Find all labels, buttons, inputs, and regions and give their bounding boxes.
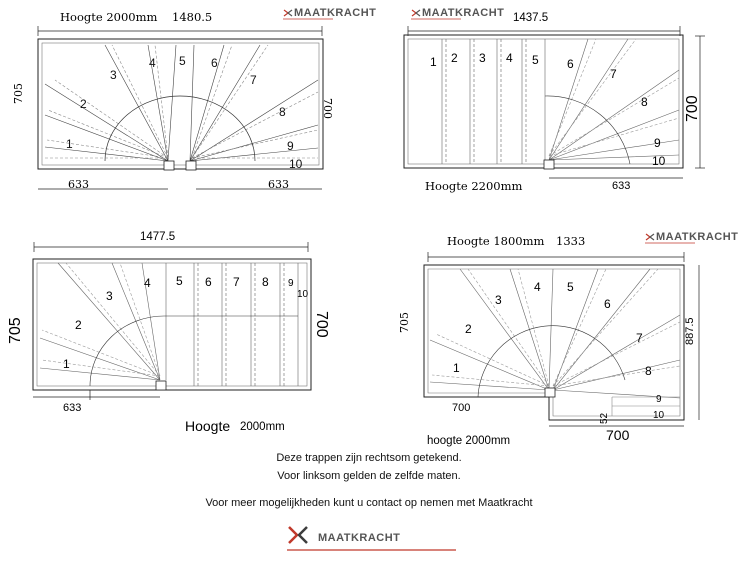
d2-step-10: 10	[652, 154, 666, 168]
d4-step-3: 3	[495, 293, 502, 307]
d2-step-8: 8	[641, 95, 648, 109]
d3-step-3: 3	[106, 289, 113, 303]
d1-step-1: 1	[66, 137, 73, 151]
d4-step-7: 7	[636, 331, 643, 345]
d3-step-9: 9	[288, 278, 294, 289]
d1-step-6: 6	[211, 56, 218, 70]
d3-right-dim: 700	[313, 311, 330, 338]
d3-step-5: 5	[176, 274, 183, 288]
d2-step-6: 6	[567, 57, 574, 71]
d1-step-3: 3	[110, 68, 117, 82]
drawing-3-height-value: 2000mm	[240, 421, 285, 433]
drawing-1-height: Hoogte 2000mm	[60, 10, 158, 24]
drawing-4-top-width: 1333	[556, 234, 586, 248]
d3-bottom-left: 633	[63, 402, 82, 414]
drawing-4	[398, 231, 738, 447]
d1-bottom-right: 633	[268, 178, 289, 191]
drawing-2-logo	[411, 7, 504, 19]
drawing-2-height: Hoogte 2200mm	[425, 179, 523, 193]
d4-step-8: 8	[645, 364, 652, 378]
d4-step-6: 6	[604, 297, 611, 311]
d4-left-dim: 705	[398, 312, 411, 333]
d4-small-dim: 52	[599, 412, 610, 424]
d1-step-10: 10	[289, 157, 303, 171]
d2-step-2: 2	[451, 51, 458, 65]
d1-step-4: 4	[149, 56, 156, 70]
d3-step-6: 6	[205, 275, 212, 289]
drawing-4-height: Hoogte 1800mm	[447, 234, 545, 248]
logo-text: MAATKRACHT	[318, 532, 401, 544]
d2-step-4: 4	[506, 51, 513, 65]
d1-step-8: 8	[279, 105, 286, 119]
drawing-3-height: Hoogte	[185, 418, 231, 434]
d1-left-dim: 705	[12, 83, 25, 104]
d2-step-5: 5	[532, 53, 539, 67]
d2-step-7: 7	[610, 67, 617, 81]
drawing-1-logo	[283, 7, 376, 19]
d1-right-dim: 700	[321, 98, 334, 119]
maatkracht-logo	[287, 527, 456, 550]
note-contact: Voor meer mogelijkheden kunt u contact op nemen met Maatkracht	[205, 497, 533, 509]
d2-right-dim: 700	[684, 95, 701, 122]
note-mirror: Voor linksom gelden de zelfde maten.	[277, 470, 461, 482]
d1-bottom-left: 633	[68, 178, 89, 191]
drawing-2	[404, 7, 705, 193]
d3-left-dim: 705	[7, 317, 24, 344]
note-direction: Deze trappen zijn rechtsom getekend.	[276, 452, 462, 464]
d4-step-5: 5	[567, 280, 574, 294]
d3-step-10: 10	[297, 289, 309, 300]
d4-step-10: 10	[653, 410, 665, 421]
svg-text:MAATKRACHT: MAATKRACHT	[422, 7, 505, 19]
d3-step-7: 7	[233, 275, 240, 289]
d3-step-1: 1	[63, 357, 70, 371]
d4-bottom-right: 700	[606, 427, 630, 443]
d2-step-3: 3	[479, 51, 486, 65]
d1-step-5: 5	[179, 54, 186, 68]
d4-step-4: 4	[534, 280, 541, 294]
drawing-3-top-width: 1477.5	[140, 231, 176, 243]
d4-step-2: 2	[465, 322, 472, 336]
d3-step-2: 2	[75, 318, 82, 332]
drawing-4-caption: hoogte 2000mm	[427, 435, 511, 447]
d2-step-9: 9	[654, 136, 661, 150]
drawing-4-logo	[645, 231, 738, 243]
drawing-3	[7, 231, 330, 434]
d4-bottom-left: 700	[452, 402, 471, 414]
d1-step-2: 2	[80, 97, 87, 111]
svg-text:MAATKRACHT: MAATKRACHT	[294, 7, 377, 19]
d4-step-9: 9	[656, 394, 662, 405]
d2-step-1: 1	[430, 55, 437, 69]
d1-step-7: 7	[250, 73, 257, 87]
svg-text:MAATKRACHT: MAATKRACHT	[656, 231, 738, 243]
d4-right-dim: 887.5	[684, 317, 696, 345]
d1-step-9: 9	[287, 139, 294, 153]
d3-step-4: 4	[144, 276, 151, 290]
d2-bottom-right: 633	[612, 180, 631, 192]
drawing-1-top-width: 1480.5	[172, 10, 213, 24]
drawing-1	[12, 7, 376, 191]
d4-step-1: 1	[453, 361, 460, 375]
d3-step-8: 8	[262, 275, 269, 289]
drawing-2-top-width: 1437.5	[513, 12, 549, 24]
